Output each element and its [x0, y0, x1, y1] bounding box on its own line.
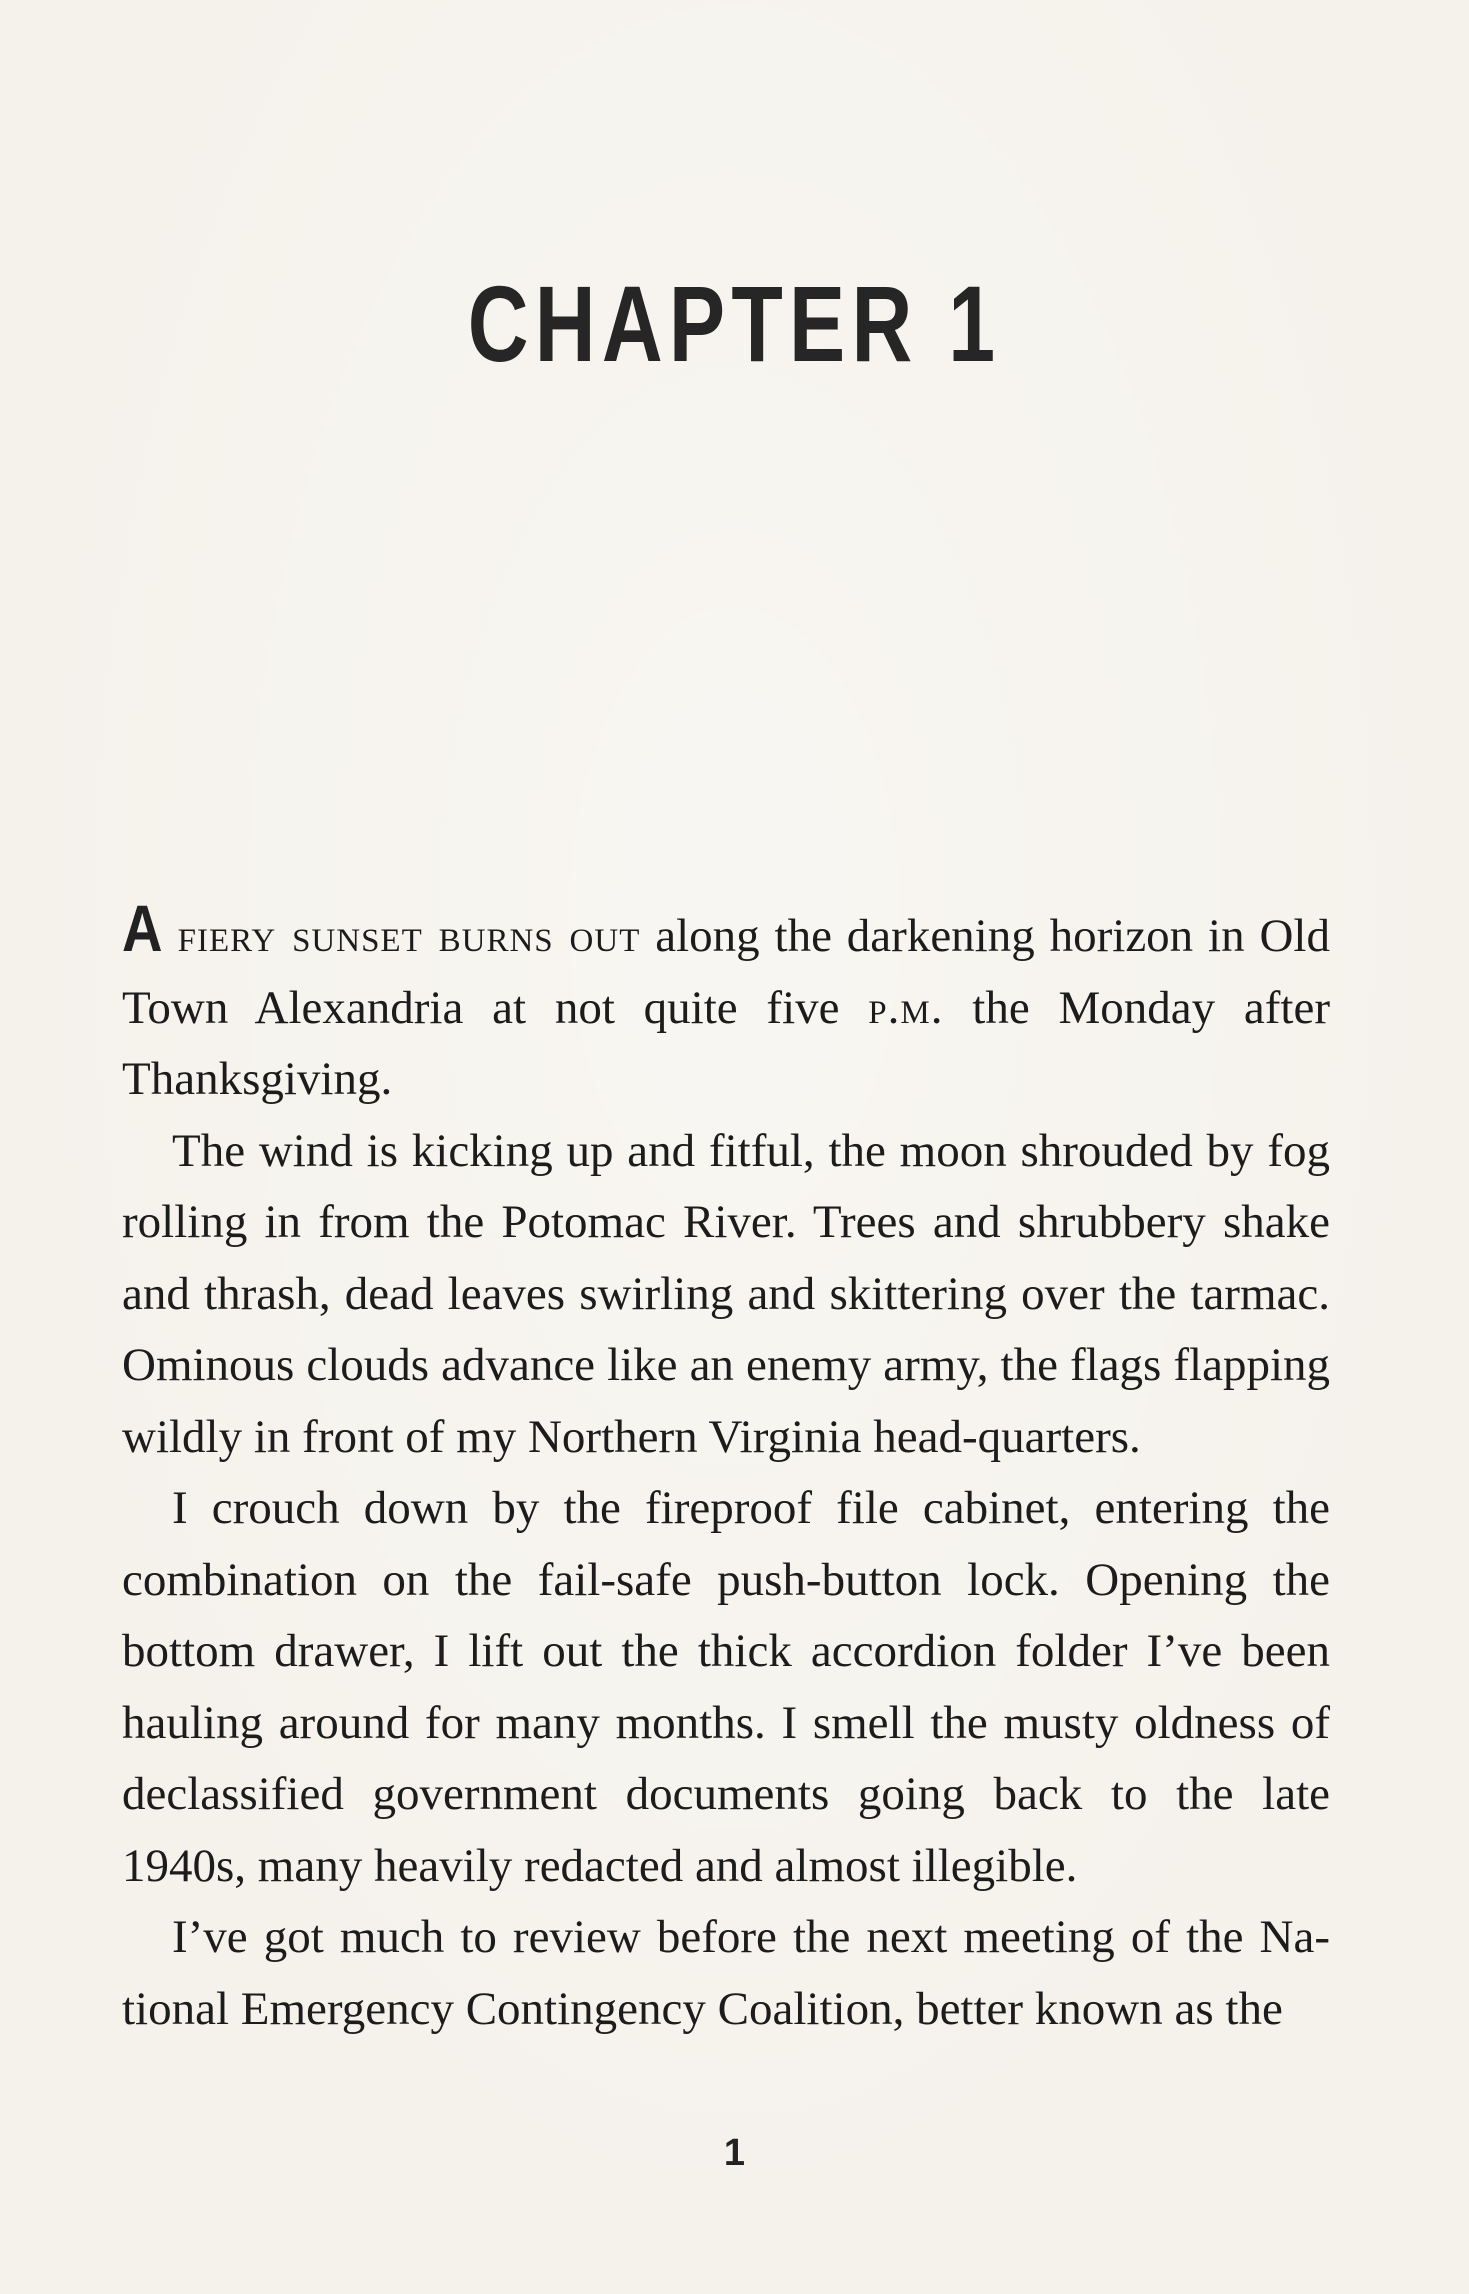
paragraph-4: I’ve got much to review before the next meeting of the Na-tional Emergency Contingency Coalition, better known as the [122, 1911, 1330, 2035]
paragraph-1-text-a: along the darkening horizon in Old Town Alexandria at not quite five [122, 910, 1330, 1034]
chapter-title: CHAPTER 1 [467, 263, 1002, 384]
drop-cap: A [122, 891, 163, 965]
paragraph-1 [122, 891, 1331, 1116]
paragraph-1-text-b: the Monday after Thanksgiving. [122, 981, 1331, 1105]
page-number: 1 [723, 2132, 746, 2174]
paragraph-2: The wind is kicking up and fitful, the moon shrouded by fog rolling in from the Potomac River. Trees and shrubbery shake and thrash, dead leaves swirling and skittering over the tarmac. Ominous clouds advance like an enemy army, the flags flapping wildly in front of my Northern Virginia head-quarters. [122, 1124, 1330, 1463]
paragraph-3: I crouch down by the fireproof file cabinet, entering the combination on the fail-safe push-button lock. Opening the bottom drawer, I lift out the thick accordion folder I’ve been hauling around for many months. I smell the musty oldness of declassified government documents going back to the late 1940s, many heavily redacted and almost illegible. [122, 1482, 1330, 1892]
body-text [122, 891, 1331, 2045]
lead-in-small-caps: fiery sunset burns out [177, 910, 641, 962]
time-abbreviation: p.m. [868, 981, 944, 1034]
